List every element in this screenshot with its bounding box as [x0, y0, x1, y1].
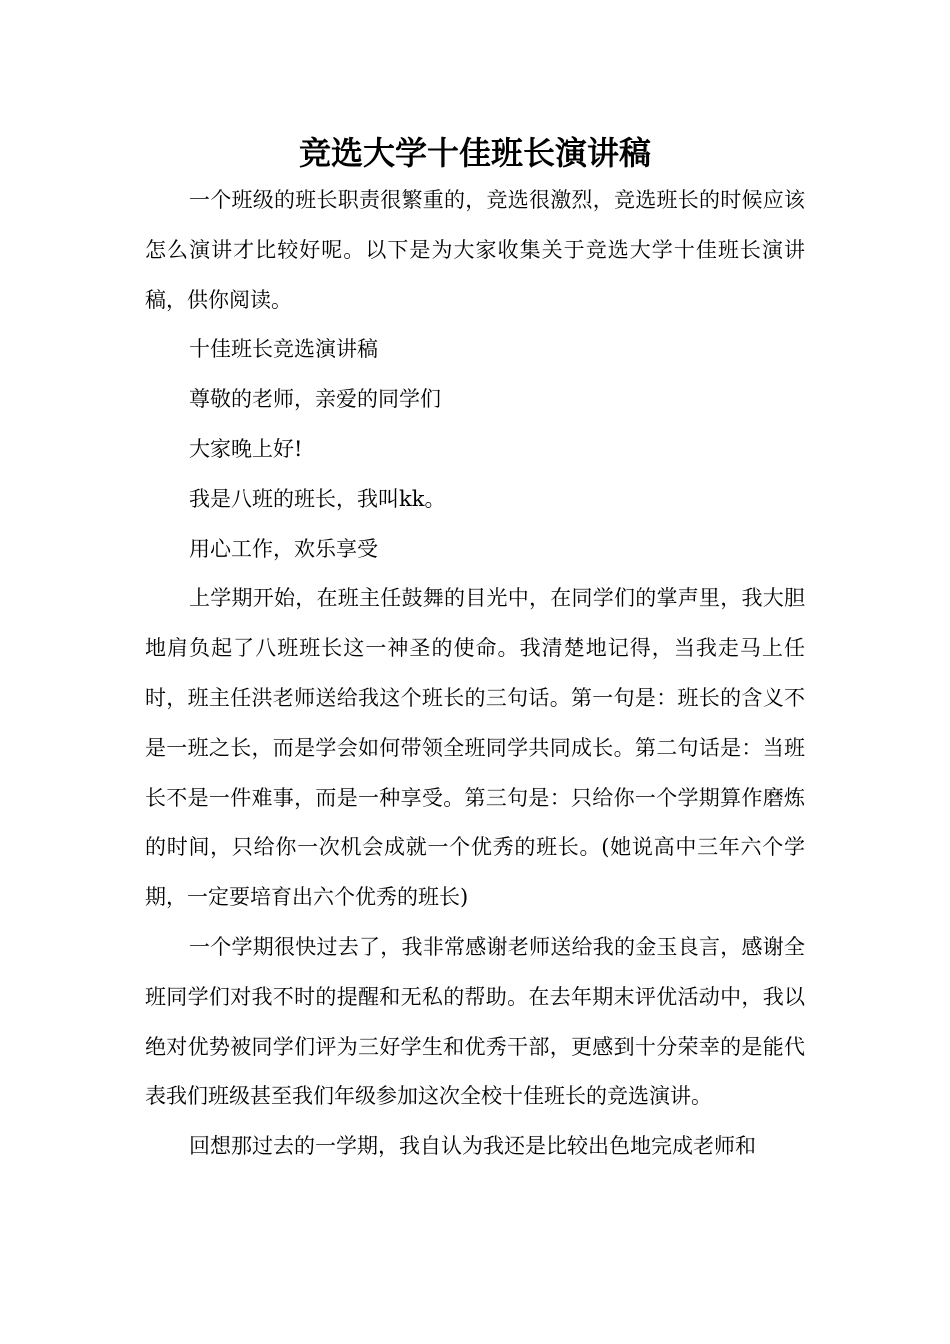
paragraph-body-2: 一个学期很快过去了，我非常感谢老师送给我的金玉良言，感谢全班同学们对我不时的提醒和无私的帮助。在去年期末评优活动中，我以绝对优势被同学们评为三好学生和优秀干部，更感到十分荣幸的是能代表我们班级甚至我们年级参加这次全校十佳班长的竞选演讲。: [145, 934, 805, 1109]
paragraph-subtitle: 十佳班长竞选演讲稿: [189, 337, 378, 362]
paragraph-body-3: 回想那过去的一学期，我自认为我还是比较出色地完成老师和: [189, 1134, 756, 1159]
paragraph-body-1: 上学期开始，在班主任鼓舞的目光中，在同学们的掌声里，我大胆地肩负起了八班班长这一神圣的使命。我清楚地记得，当我走马上任时，班主任洪老师送给我这个班长的三句话。第一句是：班长的含义不是一班之长，而是学会如何带领全班同学共同成长。第二句话是：当班长不是一件难事，而是一种享受。第三句是：只给你一个学期算作磨炼的时间，只给你一次机会成就一个优秀的班长。(她说高中三年六个学期，一定要培育出六个优秀的班长): [145, 586, 805, 910]
paragraph-intro: 一个班级的班长职责很繁重的，竞选很激烈，竞选班长的时候应该怎么演讲才比较好呢。以下是为大家收集关于竞选大学十佳班长演讲稿，供你阅读。: [145, 188, 805, 312]
document-title: 竞选大学十佳班长演讲稿: [298, 134, 651, 172]
paragraph-heading: 用心工作，欢乐享受: [189, 536, 378, 561]
paragraph-greeting: 大家晚上好!: [189, 436, 303, 461]
paragraph-self-intro: 我是八班的班长，我叫kk。: [189, 486, 446, 511]
document-body: [145, 176, 805, 1172]
paragraph-salutation: 尊敬的老师，亲爱的同学们: [189, 387, 441, 412]
